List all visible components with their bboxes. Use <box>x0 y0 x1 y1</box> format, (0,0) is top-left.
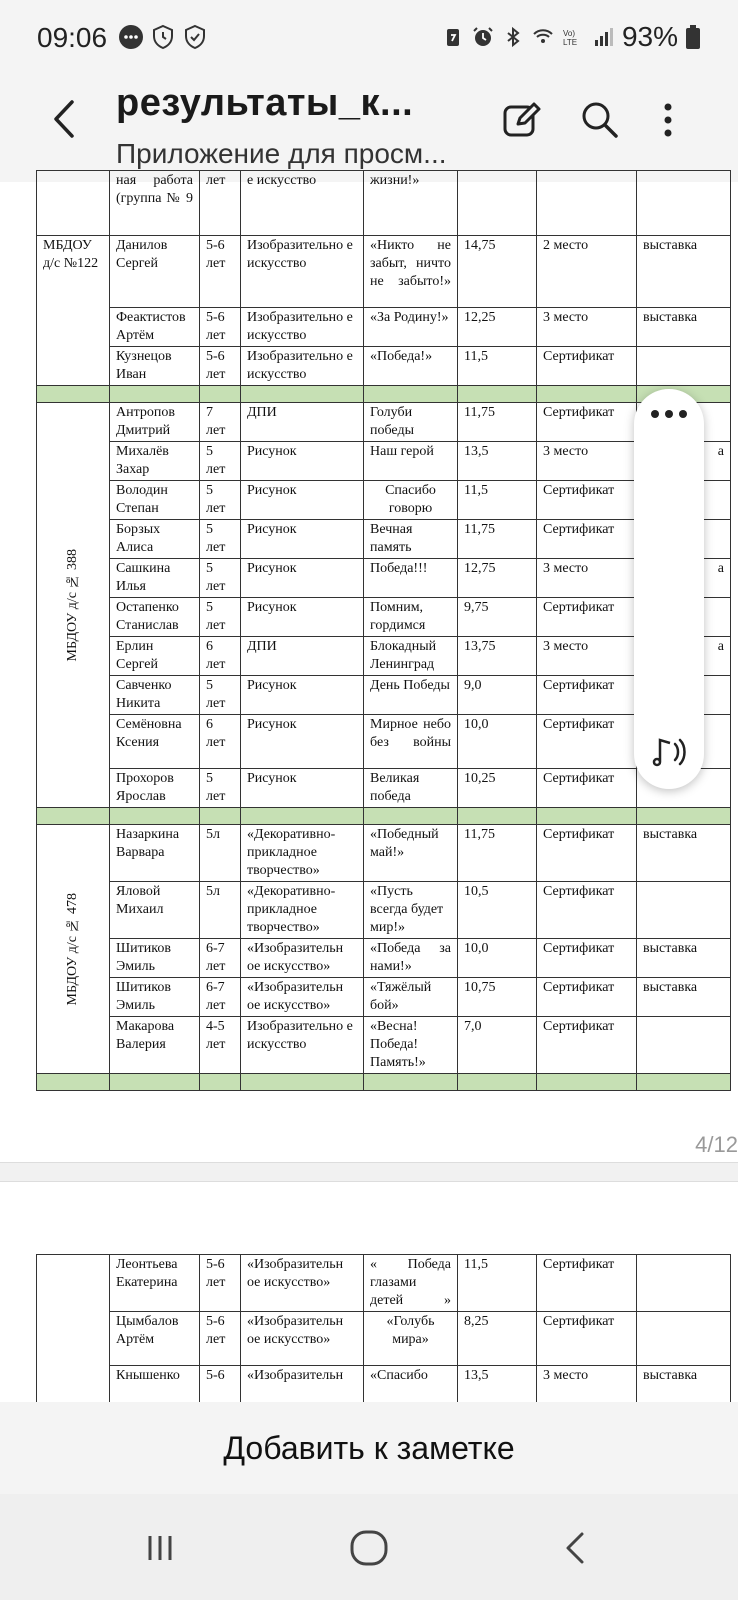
table-row <box>37 978 731 1017</box>
table-cell: лет <box>200 171 241 236</box>
table-cell: Михалёв Захар <box>110 442 200 481</box>
table-cell: 5л <box>200 882 241 939</box>
table-cell: Кнышенко <box>110 1366 200 1406</box>
table-cell: Шитиков Эмиль <box>110 939 200 978</box>
table-cell: ДПИ <box>241 637 364 676</box>
table-cell: Блокадный Ленинград <box>364 637 458 676</box>
table-cell: 3 место <box>537 559 637 598</box>
org-cell <box>37 825 110 1074</box>
table-row <box>37 171 731 236</box>
table-cell <box>364 1074 458 1091</box>
table-cell: Прохоров Ярослав <box>110 769 200 808</box>
table-cell: выставка <box>637 825 731 882</box>
status-time: 09:06 <box>37 22 108 53</box>
table-row <box>37 236 731 308</box>
table-row <box>37 559 731 598</box>
table-cell <box>458 1074 537 1091</box>
add-to-note-button[interactable]: Добавить к заметке <box>223 1429 515 1466</box>
table-cell <box>37 171 110 236</box>
table-cell: Яловой Михаил <box>110 882 200 939</box>
table-cell: Изобразительно е искусство <box>241 347 364 386</box>
table-row <box>37 347 731 386</box>
table-cell: 5-6 <box>200 1366 241 1406</box>
table-row <box>37 442 731 481</box>
navigation-bar <box>0 1494 738 1600</box>
search-icon[interactable] <box>578 98 622 142</box>
table-cell <box>537 386 637 403</box>
table-cell: Сертификат <box>537 1312 637 1366</box>
table-cell: 11,75 <box>458 403 537 442</box>
table-cell: выставка <box>637 939 731 978</box>
table-cell <box>637 171 731 236</box>
table-cell: «Никто не забыт, ничто не забыто!» <box>364 236 458 308</box>
table-cell: Вечная память <box>364 520 458 559</box>
table-cell: «Победа за нами!» <box>364 939 458 978</box>
table-cell: «За Родину!» <box>364 308 458 347</box>
table-row <box>37 882 731 939</box>
table-cell: 6 лет <box>200 715 241 769</box>
table-cell <box>637 347 731 386</box>
table-cell: «Голубь мира» <box>364 1312 458 1366</box>
table-cell: «Пусть всегда будет мир!» <box>364 882 458 939</box>
table-cell: Рисунок <box>241 559 364 598</box>
table-cell: Сертификат <box>537 769 637 808</box>
page-gap <box>0 1162 738 1182</box>
table-cell: 14,75 <box>458 236 537 308</box>
table-cell: День Победы <box>364 676 458 715</box>
table-row <box>37 676 731 715</box>
table-row <box>37 769 731 808</box>
table-cell: «Весна! Победа! Память!» <box>364 1017 458 1074</box>
table-row <box>37 1255 731 1312</box>
table-row <box>37 308 731 347</box>
table-cell: 9,75 <box>458 598 537 637</box>
table-cell: 5 лет <box>200 481 241 520</box>
table-cell <box>637 882 731 939</box>
table-cell: 12,75 <box>458 559 537 598</box>
wifi-icon <box>532 26 554 48</box>
table-cell: «Победа!» <box>364 347 458 386</box>
table-cell <box>364 386 458 403</box>
org-label: МБДОУ д/с № 388 <box>65 548 80 662</box>
table-cell <box>110 808 200 825</box>
document-subtitle: Приложение для просм... <box>116 138 447 169</box>
table-cell: Сертификат <box>537 403 637 442</box>
svg-text:Vo): Vo) <box>562 29 575 38</box>
volte-icon <box>562 26 584 48</box>
group-separator-row <box>37 808 731 825</box>
table-cell <box>200 808 241 825</box>
table-cell: «Изобразительн <box>241 1366 364 1406</box>
table-cell: Спасибо говорю <box>364 481 458 520</box>
table-cell: 6-7 лет <box>200 978 241 1017</box>
table-cell: «Победный май!» <box>364 825 458 882</box>
table-cell: 11,75 <box>458 825 537 882</box>
document-page <box>0 1182 738 1402</box>
table-cell: Сертификат <box>537 1255 637 1312</box>
table-cell: жизни!» <box>364 171 458 236</box>
table-cell: Борзых Алиса <box>110 520 200 559</box>
table-cell: Володин Степан <box>110 481 200 520</box>
back-arrow-icon[interactable] <box>42 96 88 142</box>
table-cell: Сашкина Илья <box>110 559 200 598</box>
table-row <box>37 825 731 882</box>
table-cell: Сертификат <box>537 598 637 637</box>
group-separator-row <box>37 386 731 403</box>
table-cell: Назаркина Варвара <box>110 825 200 882</box>
table-cell: « Победа глазами детей » <box>364 1255 458 1312</box>
table-cell: 10,0 <box>458 939 537 978</box>
table-cell: 10,5 <box>458 882 537 939</box>
add-to-note-bar <box>0 1402 738 1494</box>
table-cell: 13,5 <box>458 442 537 481</box>
table-cell: Помним, гордимся <box>364 598 458 637</box>
table-cell: выставка <box>637 978 731 1017</box>
document-viewer[interactable] <box>0 173 738 1402</box>
table-cell <box>241 808 364 825</box>
floating-toolbar <box>634 389 704 789</box>
table-row <box>37 403 731 442</box>
table-cell: Рисунок <box>241 598 364 637</box>
table-cell: Цымбалов Артём <box>110 1312 200 1366</box>
table-cell: ДПИ <box>241 403 364 442</box>
document-page <box>0 173 738 1162</box>
table-cell <box>364 808 458 825</box>
table-cell: 13,75 <box>458 637 537 676</box>
table-cell: 10,25 <box>458 769 537 808</box>
table-cell: Изобразительно е искусство <box>241 1017 364 1074</box>
table-cell: «Изобразительн ое искусство» <box>241 1255 364 1312</box>
table-cell: Рисунок <box>241 442 364 481</box>
table-cell: 5л <box>200 825 241 882</box>
table-cell: 2 место <box>537 236 637 308</box>
read-aloud-icon[interactable] <box>648 734 690 770</box>
table-row <box>37 1366 731 1406</box>
table-cell: Сертификат <box>537 882 637 939</box>
table-cell: 5 лет <box>200 559 241 598</box>
table-cell: Сертификат <box>537 347 637 386</box>
table-cell: Феактистов Артём <box>110 308 200 347</box>
table-cell: «Декоративно-прикладное творчество» <box>241 825 364 882</box>
table-cell: 5-6 лет <box>200 347 241 386</box>
table-cell: «Спасибо <box>364 1366 458 1406</box>
table-cell: Сертификат <box>537 676 637 715</box>
table-cell: Остапенко Станислав <box>110 598 200 637</box>
table-cell: 7,0 <box>458 1017 537 1074</box>
app-header <box>0 76 738 182</box>
table-cell: Победа!!! <box>364 559 458 598</box>
table-cell: «Изобразительн ое искусство» <box>241 939 364 978</box>
table-cell: 9,0 <box>458 676 537 715</box>
table-cell <box>458 171 537 236</box>
table-cell: Ерлин Сергей <box>110 637 200 676</box>
table-cell: 5-6 лет <box>200 1255 241 1312</box>
shield-check-icon <box>182 24 208 50</box>
table-row <box>37 1312 731 1366</box>
table-cell: Кузнецов Иван <box>110 347 200 386</box>
table-cell: 8,25 <box>458 1312 537 1366</box>
table-cell: Великая победа <box>364 769 458 808</box>
table-cell: выставка <box>637 1366 731 1406</box>
table-cell <box>37 386 110 403</box>
table-cell: Голуби победы <box>364 403 458 442</box>
table-cell: 3 место <box>537 442 637 481</box>
table-cell <box>110 1074 200 1091</box>
table-row <box>37 481 731 520</box>
table-cell <box>37 1074 110 1091</box>
svg-text:LTE: LTE <box>562 38 578 47</box>
page-indicator: 4/12 <box>695 1132 738 1157</box>
table-cell: Рисунок <box>241 715 364 769</box>
table-cell: 11,75 <box>458 520 537 559</box>
alarm-icon <box>472 26 494 48</box>
table-cell: 5-6 лет <box>200 308 241 347</box>
table-cell <box>110 386 200 403</box>
more-options-icon[interactable] <box>650 409 688 419</box>
results-table <box>36 1254 731 1406</box>
table-cell: ная работа (группа № 9 <box>110 171 200 236</box>
bluetooth-icon <box>502 26 524 48</box>
table-cell: 6 лет <box>200 637 241 676</box>
table-cell <box>37 808 110 825</box>
table-cell: е искусство <box>241 171 364 236</box>
table-cell: Сертификат <box>537 1017 637 1074</box>
table-cell: 5 лет <box>200 676 241 715</box>
table-row <box>37 637 731 676</box>
table-cell: Макарова Валерия <box>110 1017 200 1074</box>
results-table <box>36 170 731 1091</box>
table-cell: Савченко Никита <box>110 676 200 715</box>
signal-icon <box>592 26 614 48</box>
table-cell: Рисунок <box>241 481 364 520</box>
table-cell <box>458 808 537 825</box>
table-cell: Сертификат <box>537 939 637 978</box>
table-cell: Антропов Дмитрий <box>110 403 200 442</box>
table-cell <box>637 1312 731 1366</box>
table-cell: 3 место <box>537 308 637 347</box>
document-title: результаты_к... <box>116 82 414 124</box>
table-cell: выставка <box>637 308 731 347</box>
group-separator-row <box>37 1074 731 1091</box>
table-cell: 5 лет <box>200 598 241 637</box>
table-cell: Семёновна Ксения <box>110 715 200 769</box>
table-cell: Сертификат <box>537 715 637 769</box>
table-cell: 3 место <box>537 637 637 676</box>
table-cell: 11,5 <box>458 481 537 520</box>
battery-percent: 93% <box>621 21 678 52</box>
table-cell: 13,5 <box>458 1366 537 1406</box>
table-row <box>37 1017 731 1074</box>
table-cell: Наш герой <box>364 442 458 481</box>
table-cell: 6-7 лет <box>200 939 241 978</box>
org-cell: МБДОУ д/с №122 <box>37 236 110 386</box>
table-cell: 10,0 <box>458 715 537 769</box>
table-cell: Данилов Сергей <box>110 236 200 308</box>
table-cell: 4-5 лет <box>200 1017 241 1074</box>
table-cell: 11,5 <box>458 347 537 386</box>
chat-bubble-icon <box>118 24 144 50</box>
table-cell: 5-6 лет <box>200 236 241 308</box>
table-cell: «Изобразительн ое искусство» <box>241 978 364 1017</box>
table-cell: Рисунок <box>241 520 364 559</box>
table-row <box>37 520 731 559</box>
table-cell: 5 лет <box>200 769 241 808</box>
battery-icon <box>686 25 700 49</box>
table-cell <box>537 808 637 825</box>
table-cell <box>637 808 731 825</box>
table-cell: Рисунок <box>241 769 364 808</box>
table-cell: Изобразительно е искусство <box>241 308 364 347</box>
table-cell <box>637 1074 731 1091</box>
table-cell: 5 лет <box>200 520 241 559</box>
table-cell: 10,75 <box>458 978 537 1017</box>
table-cell: Изобразительно е искусство <box>241 236 364 308</box>
table-cell: 11,5 <box>458 1255 537 1312</box>
org-cell <box>37 403 110 808</box>
table-cell <box>537 171 637 236</box>
org-label: МБДОУ д/с № 478 <box>65 892 80 1006</box>
table-row <box>37 939 731 978</box>
table-cell: Леонтьева Екатерина <box>110 1255 200 1312</box>
table-row <box>37 598 731 637</box>
table-cell <box>537 1074 637 1091</box>
table-cell <box>637 1017 731 1074</box>
table-cell: «Декоративно-прикладное творчество» <box>241 882 364 939</box>
table-cell: Шитиков Эмиль <box>110 978 200 1017</box>
back-icon[interactable] <box>552 1524 600 1572</box>
table-cell <box>200 386 241 403</box>
table-cell: 12,25 <box>458 308 537 347</box>
table-cell <box>241 1074 364 1091</box>
table-cell: Рисунок <box>241 676 364 715</box>
table-cell <box>37 1255 110 1406</box>
battery-saver-icon <box>442 26 464 48</box>
status-bar <box>0 0 738 76</box>
edit-icon[interactable] <box>500 98 544 142</box>
status-icons <box>442 18 700 56</box>
table-cell: 5 лет <box>200 442 241 481</box>
recent-apps-icon[interactable] <box>136 1524 184 1572</box>
table-cell: 5-6 лет <box>200 1312 241 1366</box>
table-cell: выставка <box>637 236 731 308</box>
more-vert-icon[interactable] <box>646 98 690 142</box>
table-cell: Сертификат <box>537 481 637 520</box>
table-cell: а <box>637 442 731 481</box>
table-cell: «Изобразительн ое искусство» <box>241 1312 364 1366</box>
table-cell <box>458 386 537 403</box>
table-cell: Мирное небо без войны <box>364 715 458 769</box>
table-cell: 7 лет <box>200 403 241 442</box>
table-cell: а <box>637 637 731 676</box>
table-row <box>37 715 731 769</box>
shield-clock-icon <box>150 24 176 50</box>
table-cell <box>200 1074 241 1091</box>
table-cell: 3 место <box>537 1366 637 1406</box>
table-cell: «Тяжёлый бой» <box>364 978 458 1017</box>
table-cell: Сертификат <box>537 978 637 1017</box>
table-cell: а <box>637 559 731 598</box>
home-icon[interactable] <box>345 1524 393 1572</box>
table-cell <box>241 386 364 403</box>
table-cell <box>637 1255 731 1312</box>
table-cell: Сертификат <box>537 825 637 882</box>
table-cell: Сертификат <box>537 520 637 559</box>
